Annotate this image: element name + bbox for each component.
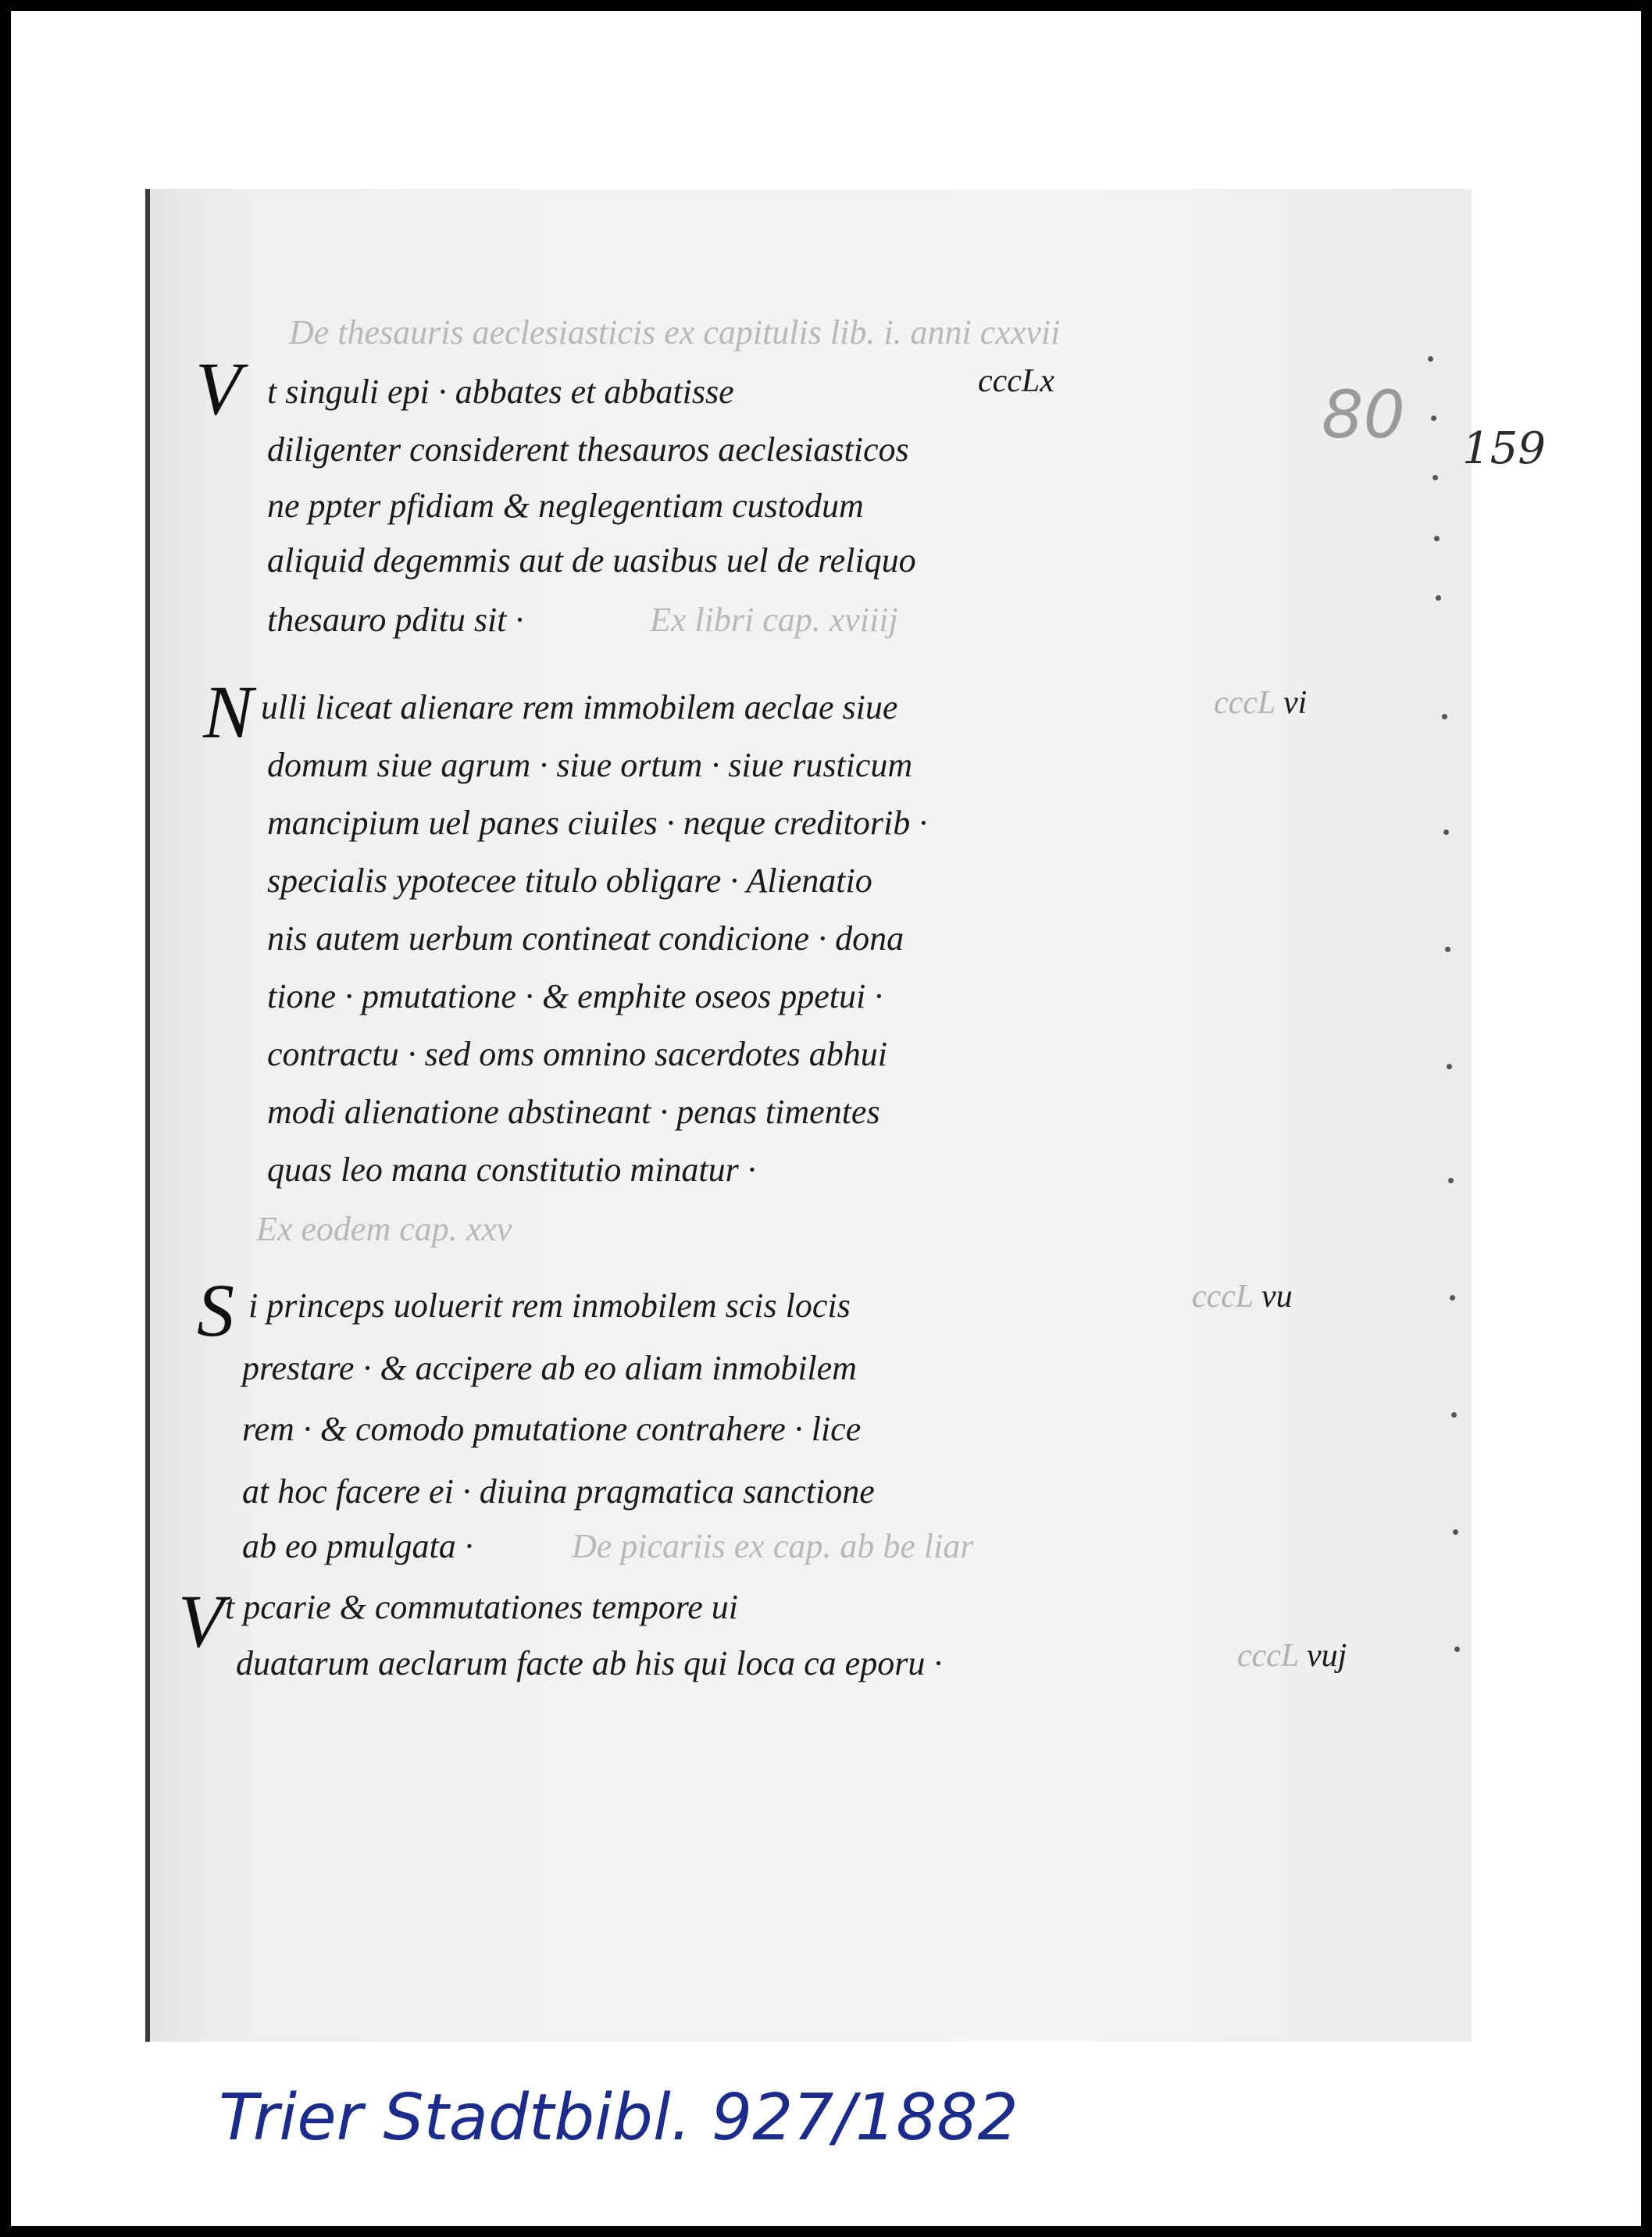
pricking-mark bbox=[1433, 475, 1438, 480]
rubric-heading: De picariis ex cap. ab be liar bbox=[572, 1527, 974, 1565]
pricking-mark bbox=[1451, 1412, 1457, 1418]
pricking-mark bbox=[1454, 1647, 1460, 1652]
text-line: rem · & comodo pmutatione contrahere · lice bbox=[242, 1410, 862, 1448]
text-line: ulli liceat alienare rem immobilem aeclae siue bbox=[261, 688, 898, 726]
pricking-mark bbox=[1431, 416, 1436, 421]
rubric-heading: De thesauris aeclesiasticis ex capitulis lib. i. anni cxxvii bbox=[289, 313, 1061, 351]
text-line: ne ppter pfidiam & neglegentiam custodum bbox=[267, 487, 864, 525]
marginal-number: cccL vi bbox=[1214, 685, 1308, 721]
shelfmark-annotation: Trier Stadtbibl. 927/1882 bbox=[219, 2081, 1019, 2155]
pricking-mark bbox=[1448, 1178, 1454, 1183]
text-line: domum siue agrum · siue ortum · siue rusticum bbox=[267, 746, 913, 784]
pricking-mark bbox=[1450, 1295, 1455, 1300]
rubric-heading: Ex libri cap. xviiij bbox=[650, 601, 898, 639]
initial-letter: N bbox=[203, 670, 254, 754]
initial-letter: V bbox=[195, 347, 241, 430]
pencil-foliation: 80 bbox=[1322, 376, 1405, 453]
text-line: at hoc facere ei · diuina pragmatica sanctione bbox=[242, 1472, 875, 1511]
pricking-mark bbox=[1434, 536, 1440, 541]
text-line: t singuli epi · abbates et abbatisse bbox=[267, 373, 734, 411]
pricking-mark bbox=[1453, 1529, 1458, 1535]
text-line: prestare · & accipere ab eo aliam inmobilem bbox=[242, 1349, 857, 1387]
pricking-mark bbox=[1445, 947, 1450, 952]
manuscript-leaf bbox=[145, 189, 1546, 2042]
text-line: modi alienatione abstineant · penas timentes bbox=[267, 1093, 880, 1131]
text-line: aliquid degemmis aut de uasibus uel de reliquo bbox=[267, 541, 916, 580]
text-line: specialis ypotecee titulo obligare · Alienatio bbox=[267, 862, 872, 900]
text-line: tione · pmutatione · & emphite oseos ppetui · bbox=[267, 977, 883, 1015]
text-line: ab eo pmulgata · bbox=[242, 1527, 473, 1565]
text-line: diligenter considerent thesauros aeclesiasticos bbox=[267, 430, 909, 469]
text-line: contractu · sed oms omnino sacerdotes abhui bbox=[267, 1035, 887, 1073]
pricking-mark bbox=[1428, 356, 1433, 362]
pricking-mark bbox=[1442, 714, 1447, 719]
marginal-number: cccL vuj bbox=[1237, 1638, 1347, 1674]
text-line: i princeps uoluerit rem inmobilem scis locis bbox=[248, 1286, 851, 1325]
text-line: t pcarie & commutationes tempore ui bbox=[225, 1588, 739, 1626]
folio-number: 159 bbox=[1462, 423, 1546, 474]
initial-letter: V bbox=[178, 1579, 224, 1663]
show-through bbox=[1150, 486, 1153, 526]
pricking-mark bbox=[1447, 1064, 1452, 1069]
text-line: thesauro pditu sit · bbox=[267, 601, 524, 639]
rubric-heading: Ex eodem cap. xxv bbox=[256, 1210, 512, 1248]
initial-letter: S bbox=[197, 1268, 234, 1352]
text-line: mancipium uel panes ciuiles · neque creditorib · bbox=[267, 804, 928, 842]
text-line: quas leo mana constitutio minatur · bbox=[267, 1151, 756, 1189]
pricking-mark bbox=[1443, 830, 1449, 835]
pricking-mark bbox=[1436, 595, 1441, 601]
marginal-number: cccL vu bbox=[1192, 1279, 1293, 1315]
text-line: duatarum aeclarum facte ab his qui loca ca eporu · bbox=[236, 1644, 943, 1682]
text-line: nis autem uerbum contineat condicione · dona bbox=[267, 919, 904, 958]
marginal-number: cccLx bbox=[978, 363, 1054, 399]
